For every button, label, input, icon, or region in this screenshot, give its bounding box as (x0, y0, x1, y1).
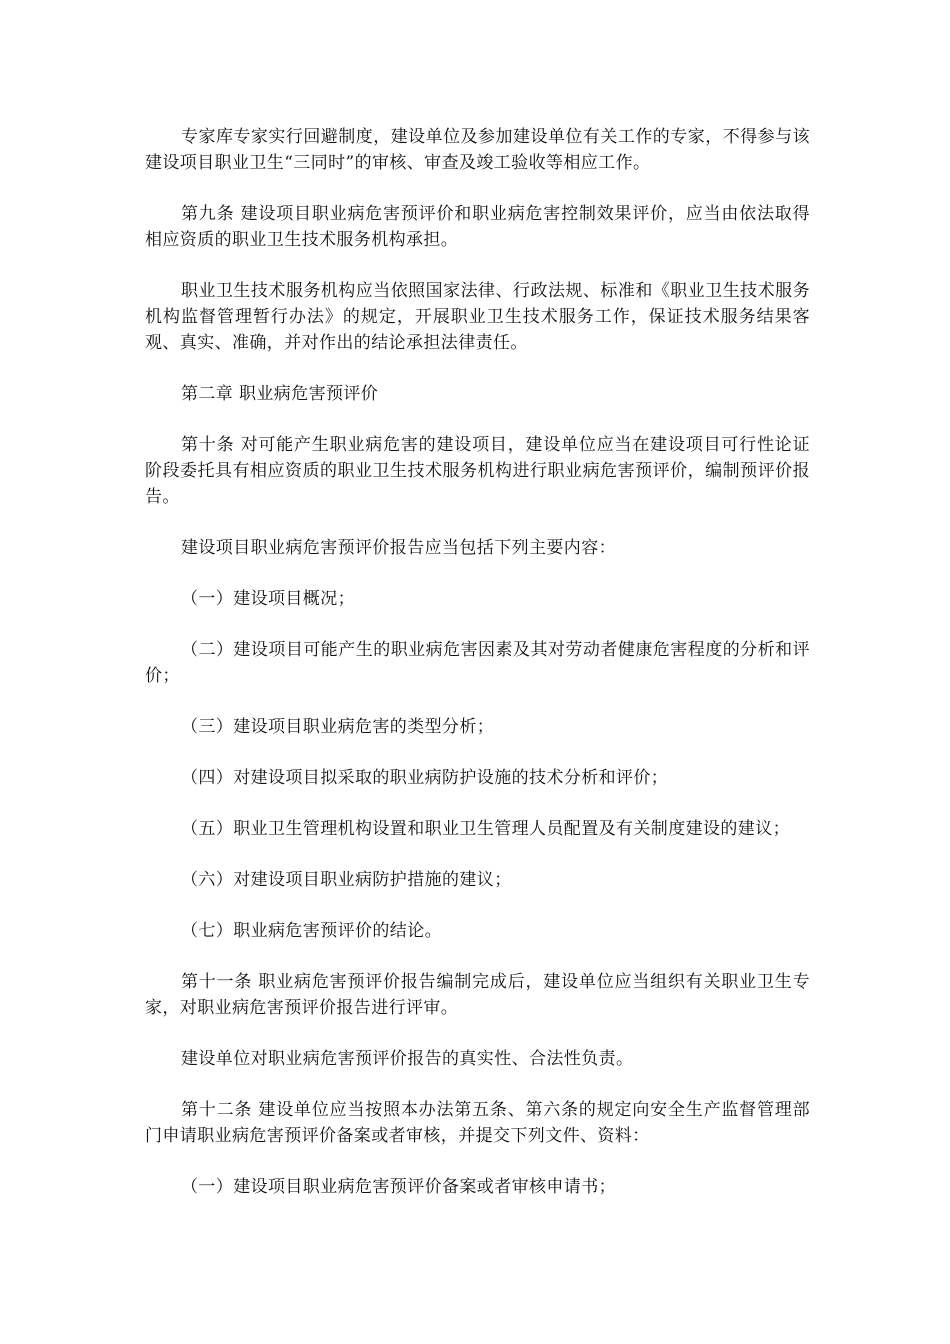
list-item-application: （一）建设项目职业病危害预评价备案或者审核申请书； (181, 1177, 616, 1197)
paragraph-article-12: 第十二条 建设单位应当按照本办法第五条、第六条的规定向安全生产监督管理部门申请职业病危害预评价备案或者审核，并提交下列文件、资料： (145, 1100, 810, 1146)
paragraph-expert-recusal: 专家库专家实行回避制度，建设单位及参加建设单位有关工作的专家，不得参与该建设项目职业卫生“三同时”的审核、审查及竣工验收等相应工作。 (145, 127, 810, 173)
list-item-1: （一）建设项目概况； (181, 589, 355, 609)
chapter-heading-2: 第二章 职业病危害预评价 (181, 384, 379, 404)
list-item-6: （六）对建设项目职业病防护措施的建议； (181, 870, 512, 890)
paragraph-service-agency-duty: 职业卫生技术服务机构应当依照国家法律、行政法规、标准和《职业卫生技术服务机构监督管理暂行办法》的规定，开展职业卫生技术服务工作，保证技术服务结果客观、真实、准确，并对作出的结论承担法律责任。 (145, 281, 810, 353)
list-item-4: （四）对建设项目拟采取的职业病防护设施的技术分析和评价； (181, 768, 669, 788)
list-item-3: （三）建设项目职业病危害的类型分析； (181, 717, 495, 737)
paragraph-report-contents-intro: 建设项目职业病危害预评价报告应当包括下列主要内容： (181, 538, 616, 558)
paragraph-article-9: 第九条 建设项目职业病危害预评价和职业病危害控制效果评价，应当由依法取得相应资质的职业卫生技术服务机构承担。 (145, 204, 810, 250)
list-item-5: （五）职业卫生管理机构设置和职业卫生管理人员配置及有关制度建设的建议； (181, 819, 790, 839)
paragraph-article-10: 第十条 对可能产生职业病危害的建设项目，建设单位应当在建设项目可行性论证阶段委托具有相应资质的职业卫生技术服务机构进行职业病危害预评价，编制预评价报告。 (145, 435, 810, 507)
paragraph-responsibility: 建设单位对职业病危害预评价报告的真实性、合法性负责。 (181, 1049, 634, 1069)
list-item-7: （七）职业病危害预评价的结论。 (181, 921, 442, 941)
paragraph-article-11: 第十一条 职业病危害预评价报告编制完成后，建设单位应当组织有关职业卫生专家，对职业病危害预评价报告进行评审。 (145, 972, 810, 1018)
document-body (145, 124, 810, 1225)
list-item-2: （二）建设项目可能产生的职业病危害因素及其对劳动者健康危害程度的分析和评价； (145, 640, 810, 686)
